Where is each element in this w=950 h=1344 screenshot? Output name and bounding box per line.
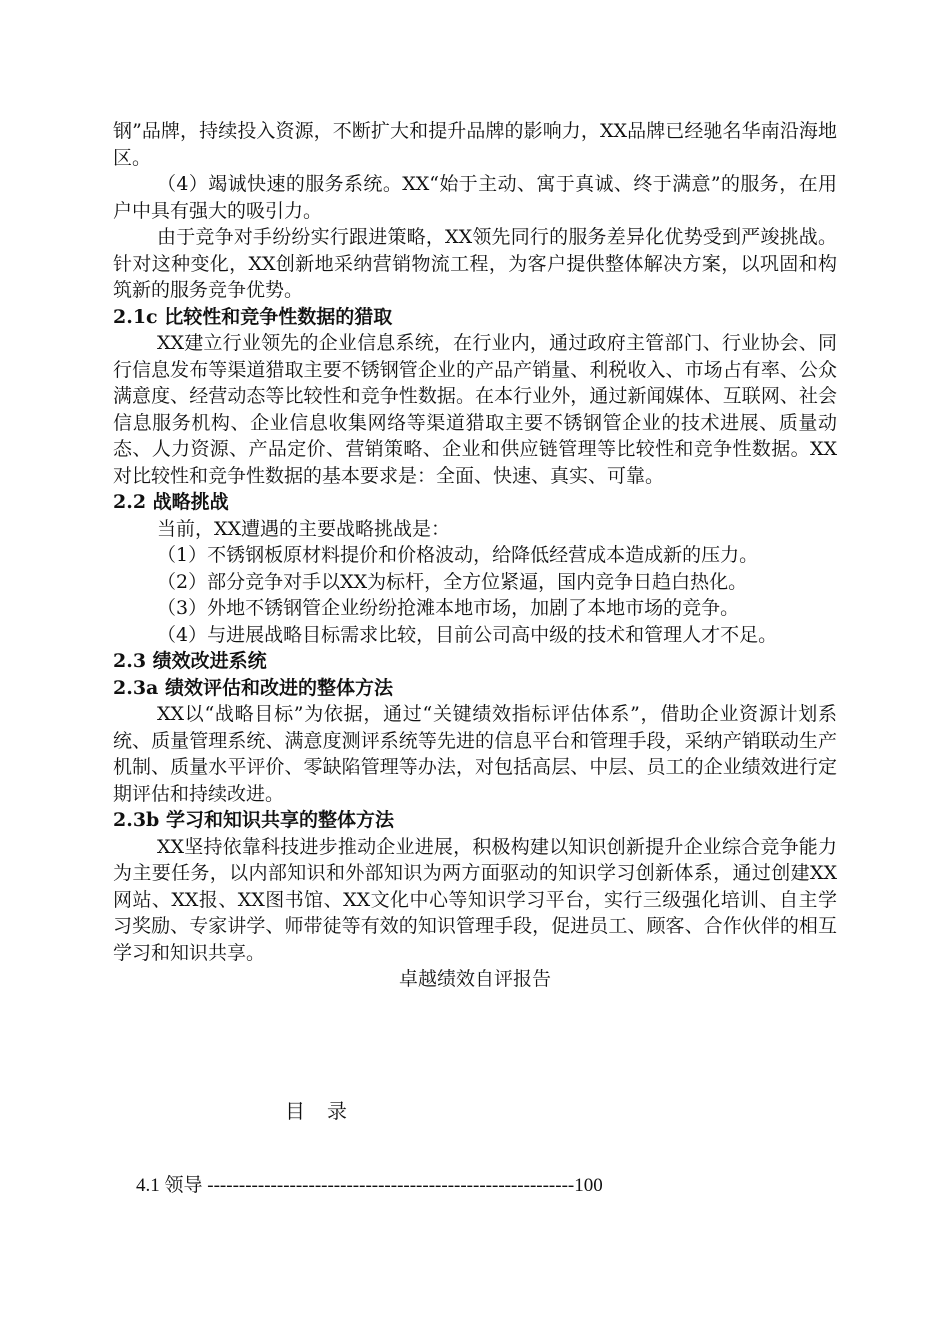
list-item: （2）部分竞争对手以XX为标杆，全方位紧逼，国内竞争日趋白热化。 [157,570,748,593]
body-paragraph: （4）竭诚快速的服务系统。XX“始于主动、寓于真诚、终于满意”的服务，在用户中具有强大的吸引力。 [113,173,837,222]
body-paragraph: XX坚持依靠科技进步推动企业进展，积极构建以知识创新提升企业综合竞争能力为主要任务，以内部知识和外部知识为两方面驱动的知识学习创新体系，通过创建XX网站、XX报、XX图书馆、XX文化中心等知识学习平台，实行三级强化培训、自主学习奖励、专家讲学、师带徒等有效的知识管理手段，促进员工、顾客、合作伙伴的相互学习和知识共享。 [113,835,837,964]
toc-heading [285,1095,349,1124]
section-heading: 2.3b 学习和知识共享的整体方法 [113,809,394,831]
toc-entry-label: 4.1 领导 [136,1175,208,1196]
list-item: （3）外地不锈钢管企业纷纷抢滩本地市场，加剧了本地市场的竞争。 [157,597,740,619]
toc-entry-leader: ---------------------------------------------------------- [207,1175,575,1196]
toc-heading-right: 录 [327,1099,349,1123]
toc-entry[interactable] [136,1170,603,1197]
body-paragraph: XX以“战略目标”为依据，通过“关键绩效指标评估体系”，借助企业资源计划系统、质量管理系统、满意度测评系统等先进的信息平台和管理手段，采纳产销联动生产机制、质量水平评价、零缺陷管理等办法，对包括高层、中层、员工的企业绩效进行定期评估和持续改进。 [113,703,837,805]
section-heading: 2.3a 绩效评估和改进的整体方法 [113,676,393,699]
body-paragraph: 当前，XX遭遇的主要战略挑战是： [157,517,451,540]
toc-entry-page: 100 [574,1175,603,1196]
list-item: （1）不锈钢板原材料提价和价格波动，给降低经营成本造成新的压力。 [157,544,759,566]
section-heading: 2.3 绩效改进系统 [113,650,267,672]
report-title: 卓越绩效自评报告 [398,968,551,990]
body-paragraph: XX建立行业领先的企业信息系统，在行业内，通过政府主管部门、行业协会、同行信息发布等渠道猎取主要不锈钢管企业的产品产销量、利税收入、市场占有率、公众满意度、经营动态等比较性和竞争性数据。在本行业外，通过新闻媒体、互联网、社会信息服务机构、企业信息收集网络等渠道猎取主要不锈钢管企业的技术进展、质量动态、人力资源、产品定价、营销策略、企业和供应链管理等比较性和竞争性数据。XX对比较性和竞争性数据的基本要求是：全面、快速、真实、可靠。 [113,332,837,487]
toc-heading-left: 目 [285,1099,307,1123]
body-paragraph: 由于竞争对手纷纷实行跟进策略，XX领先同行的服务差异化优势受到严竣挑战。针对这种变化，XX创新地采纳营销物流工程，为客户提供整体解决方案，以巩固和构筑新的服务竞争优势。 [113,226,837,301]
body-paragraph: 钢”品牌，持续投入资源，不断扩大和提升品牌的影响力，XX品牌已经驰名华南沿海地区。 [113,120,837,169]
document-body [113,118,837,993]
section-heading: 2.1c 比较性和竞争性数据的猎取 [113,305,393,328]
list-item: （4）与进展战略目标需求比较，目前公司高中级的技术和管理人才不足。 [157,623,778,646]
section-heading: 2.2 战略挑战 [113,491,229,513]
